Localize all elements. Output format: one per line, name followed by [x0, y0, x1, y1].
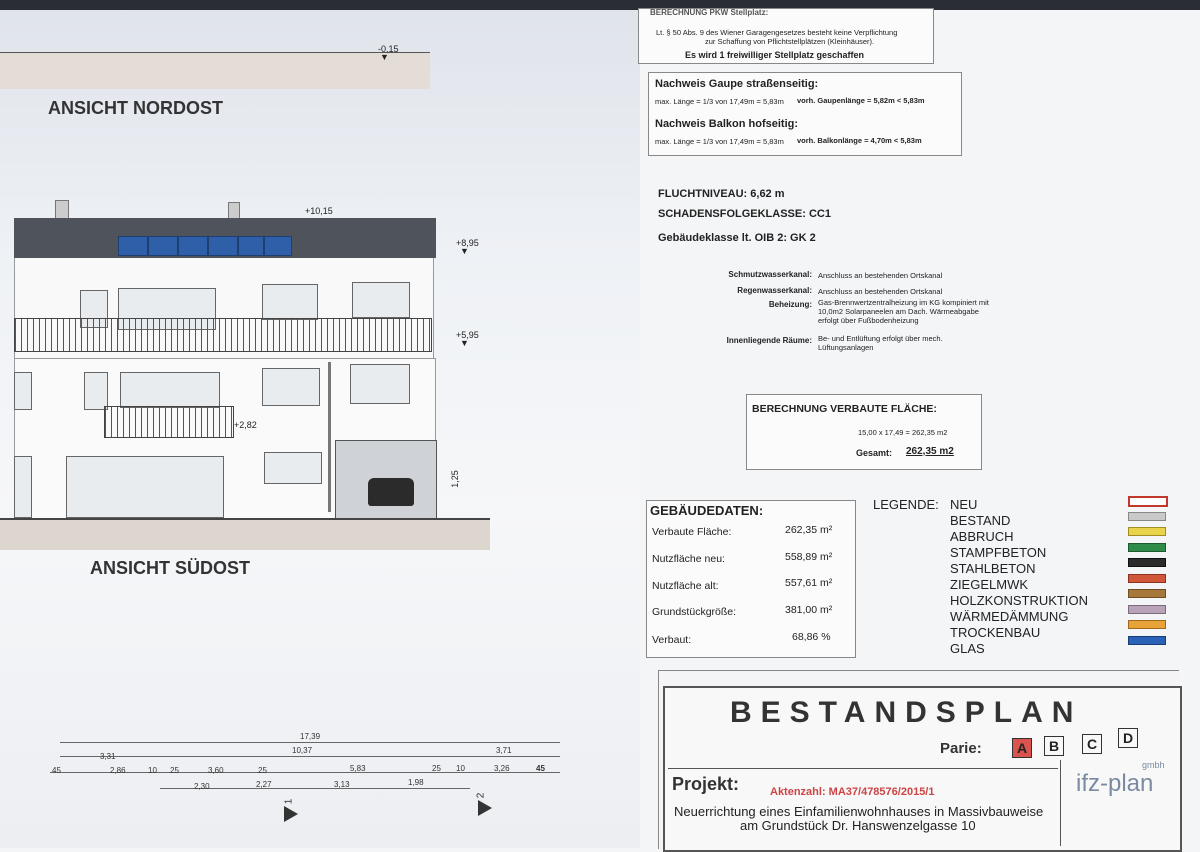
dim-row2: 25	[170, 766, 179, 775]
dim-row3: 2,27	[256, 780, 272, 789]
dim-row2: 2,86	[110, 766, 126, 775]
car-icon	[368, 478, 414, 506]
level-mark-top: -0,15	[378, 44, 399, 54]
pkw-line: zur Schaffung von Pflichtstellplätzen (Kleinhäuser).	[705, 37, 875, 46]
dim-row2: 45	[536, 764, 545, 773]
anschluss-label: Schmutzwasserkanal:	[728, 270, 812, 279]
legende-swatch	[1128, 527, 1166, 536]
level-ridge: +10,15	[305, 206, 333, 216]
legende-swatch	[1128, 636, 1166, 645]
dimension-line	[60, 756, 560, 757]
gebaeudedaten-value: 557,61 m²	[785, 577, 833, 589]
legende-swatch	[1128, 620, 1166, 629]
window	[262, 368, 320, 406]
solar-panel	[238, 236, 264, 256]
ground-strip-suedost	[0, 518, 490, 550]
view-title-suedost: ANSICHT SÜDOST	[90, 558, 251, 578]
dim-row2: 25	[258, 766, 267, 775]
gebaeudedaten-title: GEBÄUDEDATEN:	[650, 503, 764, 518]
dim-seg-b: 10,37	[292, 746, 313, 755]
company-logo: ifz-plan	[1076, 770, 1154, 797]
dim-row2: 3,26	[494, 764, 510, 773]
gebaeudeklasse: Gebäudeklasse lt. OIB 2: GK 2	[658, 232, 816, 244]
anschluss-value: Anschluss an bestehenden Ortskanal	[818, 271, 943, 280]
pkw-title: BERECHNUNG PKW Stellplatz:	[650, 8, 769, 17]
solar-panel	[118, 236, 148, 256]
legende-item: NEU	[950, 497, 978, 512]
window	[264, 452, 322, 484]
legende-item: ZIEGELMWK	[950, 577, 1029, 592]
anschluss-value: Gas-Brennwertzentralheizung im KG kompiniert mit 10,0m2 Solarpaneelen am Dach. Wärmeabgabe erfolgt über Fußbodenheizung	[818, 298, 989, 325]
level-floor1: +2,82	[234, 420, 257, 430]
parie-d: D	[1118, 728, 1138, 748]
anschluss-label: Beheizung:	[768, 300, 812, 309]
scan-edge	[0, 0, 1200, 10]
gebaeudedaten-label: Grundstückgröße:	[652, 606, 737, 618]
projekt-line: Neuerrichtung eines Einfamilienwohnhauses in Massivbauweise	[674, 804, 1044, 819]
balcony-railing	[14, 318, 432, 352]
view-title-nordost: ANSICHT NORDOST	[48, 98, 223, 118]
aktenzahl: Aktenzahl: MA37/478576/2015/1	[770, 786, 935, 798]
gebaeudedaten-value: 558,89 m²	[785, 551, 833, 563]
schadensfolgeklasse: SCHADENSFOLGEKLASSE: CC1	[658, 208, 831, 220]
nachweis-gaupe-title: Nachweis Gaupe straßenseitig:	[655, 78, 819, 90]
window	[14, 372, 32, 410]
legende-item: WÄRMEDÄMMUNG	[950, 609, 1069, 624]
solar-panel	[264, 236, 292, 256]
balcony-railing	[104, 406, 234, 438]
window	[84, 372, 108, 410]
dimension-line	[60, 742, 560, 743]
level-triangle-icon: ▼	[460, 338, 469, 348]
level-triangle-icon: ▼	[380, 52, 389, 62]
dim-seg-a: 3,31	[100, 752, 116, 761]
section-arrow-icon	[284, 806, 298, 822]
anschluss-label: Innenliegende Räume:	[726, 336, 812, 345]
projekt-label: Projekt:	[672, 774, 740, 794]
verbaute-flaeche-gesamt-label: Gesamt:	[856, 448, 893, 458]
nachweis-line: vorh. Gaupenlänge = 5,82m < 5,83m	[797, 96, 925, 105]
legende-item: STAHLBETON	[950, 561, 1036, 576]
nachweis-line: max. Länge = 1/3 von 17,49m = 5,83m	[655, 97, 784, 106]
gebaeudedaten-value: 68,86 %	[792, 631, 831, 643]
legende-item: GLAS	[950, 641, 985, 656]
legende-swatch	[1128, 574, 1166, 583]
solar-panel	[208, 236, 238, 256]
level-floor2: +5,95	[456, 330, 479, 340]
dim-row2: 5,83	[350, 764, 366, 773]
legende-label: LEGENDE:	[873, 497, 939, 512]
plan-title: BESTANDSPLAN	[730, 696, 1083, 729]
parie-a: A	[1012, 738, 1032, 758]
ground-strip-nordost	[0, 52, 430, 89]
legende-swatch	[1128, 589, 1166, 598]
legende-item: HOLZKONSTRUKTION	[950, 593, 1088, 608]
legende-swatch	[1128, 512, 1166, 521]
verbaute-flaeche-formula: 15,00 x 17,49 = 262,35 m2	[858, 428, 948, 437]
window	[352, 282, 410, 318]
section-arrow-icon	[478, 800, 492, 816]
window	[350, 364, 410, 404]
dim-total: 17,39	[300, 732, 321, 741]
legende-swatch	[1128, 496, 1168, 507]
solar-panel	[178, 236, 208, 256]
solar-panel	[148, 236, 178, 256]
gebaeudedaten-label: Nutzfläche neu:	[652, 553, 725, 565]
verbaute-flaeche-gesamt-value: 262,35 m2	[906, 446, 954, 457]
nachweis-line: max. Länge = 1/3 von 17,49m = 5,83m	[655, 137, 784, 146]
gebaeudedaten-label: Nutzfläche alt:	[652, 580, 719, 592]
parie-c: C	[1082, 734, 1102, 754]
dim-row3: 2,30	[194, 782, 210, 791]
projekt-line: am Grundstück Dr. Hanswenzelgasse 10	[740, 818, 976, 833]
company-logo-suffix: gmbh	[1142, 760, 1165, 770]
pkw-line: Es wird 1 freiwilliger Stellplatz geschaffen	[685, 50, 865, 60]
terrace-door	[66, 456, 224, 518]
dim-row2: 3,60	[208, 766, 224, 775]
legende-item: TROCKENBAU	[950, 625, 1041, 640]
window	[120, 372, 220, 408]
gebaeudedaten-label: Verbaut:	[652, 634, 692, 646]
level-eaves: +8,95	[456, 238, 479, 248]
titleblock-divider	[668, 768, 1058, 769]
legende-swatch	[1128, 543, 1166, 552]
legende-swatch	[1128, 558, 1166, 567]
nachweis-balkon-title: Nachweis Balkon hofseitig:	[655, 118, 799, 130]
legende-item: STAMPFBETON	[950, 545, 1047, 560]
fluchtniveau: FLUCHTNIVEAU: 6,62 m	[658, 188, 785, 200]
parie-b: B	[1044, 736, 1064, 756]
anschluss-label: Regenwasserkanal:	[737, 286, 812, 295]
section-mark-label: 1	[283, 798, 295, 805]
side-dimension: 1,25	[449, 470, 460, 488]
gebaeudedaten-label: Verbaute Fläche:	[652, 526, 732, 538]
dim-row3: 1,98	[408, 778, 424, 787]
dim-row2: 25	[432, 764, 441, 773]
pkw-line: Lt. § 50 Abs. 9 des Wiener Garagengesetzes besteht keine Verpflichtung	[656, 28, 898, 37]
downpipe	[328, 362, 331, 512]
legende-swatch	[1128, 605, 1166, 614]
parie-label: Parie:	[940, 740, 982, 757]
dim-row2: 10	[148, 766, 157, 775]
dim-seg-c: 3,71	[496, 746, 512, 755]
nachweis-line: vorh. Balkonlänge = 4,70m < 5,83m	[797, 136, 922, 145]
verbaute-flaeche-title: BERECHNUNG VERBAUTE FLÄCHE:	[752, 403, 937, 415]
anschluss-value: Be- und Entlüftung erfolgt über mech. Lüftungsanlagen	[818, 334, 943, 352]
level-triangle-icon: ▼	[460, 246, 469, 256]
legende-item: ABBRUCH	[950, 529, 1014, 544]
gebaeudedaten-value: 262,35 m²	[785, 524, 833, 536]
dim-row3: 3,13	[334, 780, 350, 789]
dimension-line	[50, 772, 560, 773]
section-mark-label: 2	[475, 792, 487, 799]
window	[262, 284, 318, 320]
anschluss-value: Anschluss an bestehenden Ortskanal	[818, 287, 943, 296]
dim-row2: 45	[52, 766, 61, 775]
dim-row2: 10	[456, 764, 465, 773]
legende-item: BESTAND	[950, 513, 1011, 528]
window	[14, 456, 32, 518]
gebaeudedaten-value: 381,00 m²	[785, 604, 833, 616]
